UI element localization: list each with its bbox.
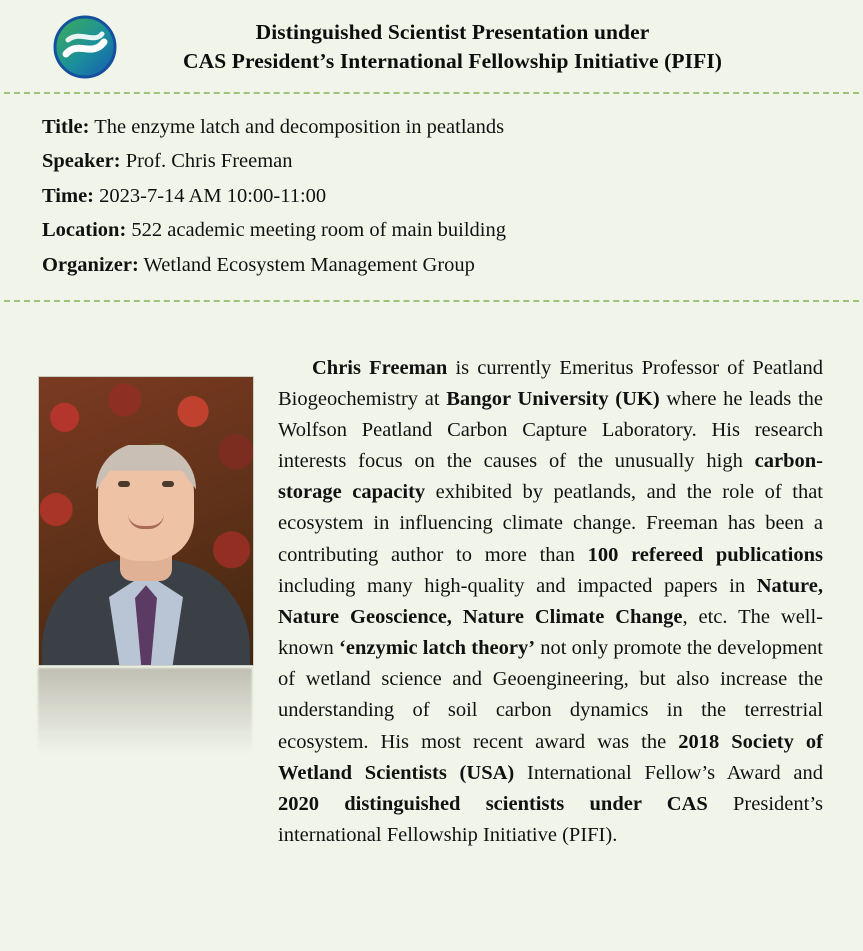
- bio-segment: President’s international Fellowship Initiative (PIFI).: [278, 792, 824, 847]
- event-details: [0, 94, 863, 300]
- bio-segment: 100 refereed publications: [587, 543, 823, 566]
- detail-label-speaker: Speaker:: [42, 150, 121, 173]
- detail-label-organizer: Organizer:: [42, 253, 139, 276]
- bio-segment: Chris Freeman: [312, 356, 448, 379]
- bio-segment: International Fellow’s Award and: [514, 761, 823, 784]
- detail-row-title: [42, 110, 863, 144]
- cas-globe-logo-icon: [52, 14, 118, 80]
- bio-segment: not only promote the development of wetland science and Geoengineering, but also increase the understanding of soil carbon dynamics in the terrestrial ecosystem. His most recent award was the: [278, 637, 824, 753]
- detail-value-speaker: Prof. Chris Freeman: [125, 150, 293, 173]
- portrait-reflection: [38, 668, 252, 754]
- speaker-bio-text: [278, 353, 823, 852]
- poster-header: [0, 0, 863, 92]
- speaker-portrait: [38, 376, 254, 666]
- detail-label-time: Time:: [42, 184, 95, 207]
- page-title-line-1: Distinguished Scientist Presentation under: [255, 20, 650, 45]
- detail-row-location: [42, 213, 863, 247]
- page-title-line-2: CAS President’s International Fellowship Initiative (PIFI): [182, 49, 723, 73]
- portrait-eye-left: [118, 481, 130, 487]
- detail-value-title: The enzyme latch and decomposition in peatlands: [94, 116, 505, 138]
- speaker-bio-column: [254, 324, 823, 872]
- detail-label-title: Title:: [42, 116, 90, 138]
- speaker-section: [0, 302, 863, 882]
- detail-value-organizer: Wetland Ecosystem Management Group: [143, 253, 475, 276]
- detail-row-time: [42, 179, 863, 213]
- detail-label-location: Location:: [42, 219, 127, 242]
- bio-segment: 2020 distinguished scientists under CAS: [278, 792, 708, 815]
- portrait-figure: [39, 377, 253, 665]
- bio-segment: including many high-quality and impacted papers in: [278, 574, 757, 597]
- detail-row-organizer: [42, 248, 863, 282]
- detail-row-speaker: [42, 144, 863, 178]
- bio-segment: Nature, Nature Geoscience, Nature Climate Change: [278, 574, 823, 628]
- bio-segment: carbon-storage capacity: [278, 450, 823, 504]
- detail-value-time: 2023-7-14 AM 10:00-11:00: [99, 184, 327, 207]
- speaker-photo-column: [38, 324, 254, 872]
- bio-segment: exhibited by peatlands, and the role of that ecosystem in influencing climate change. Freeman has been a contributing author to more than: [278, 481, 824, 566]
- bio-segment: 2018 Society of Wetland Scientists (USA): [278, 730, 823, 784]
- bio-segment: Bangor University (UK): [446, 387, 660, 410]
- bio-segment: is currently Emeritus Professor of Peatland Biogeochemistry at: [278, 356, 824, 410]
- bio-segment: , etc. The well-known: [278, 605, 824, 660]
- bio-segment: where he leads the Wolfson Peatland Carbon Capture Laboratory. His research interests focus on the causes of the unusually high: [278, 387, 824, 473]
- page-title: [128, 18, 837, 75]
- portrait-eye-right: [162, 481, 174, 487]
- bio-segment: ‘enzymic latch theory’: [339, 637, 536, 660]
- detail-value-location: 522 academic meeting room of main building: [131, 219, 507, 242]
